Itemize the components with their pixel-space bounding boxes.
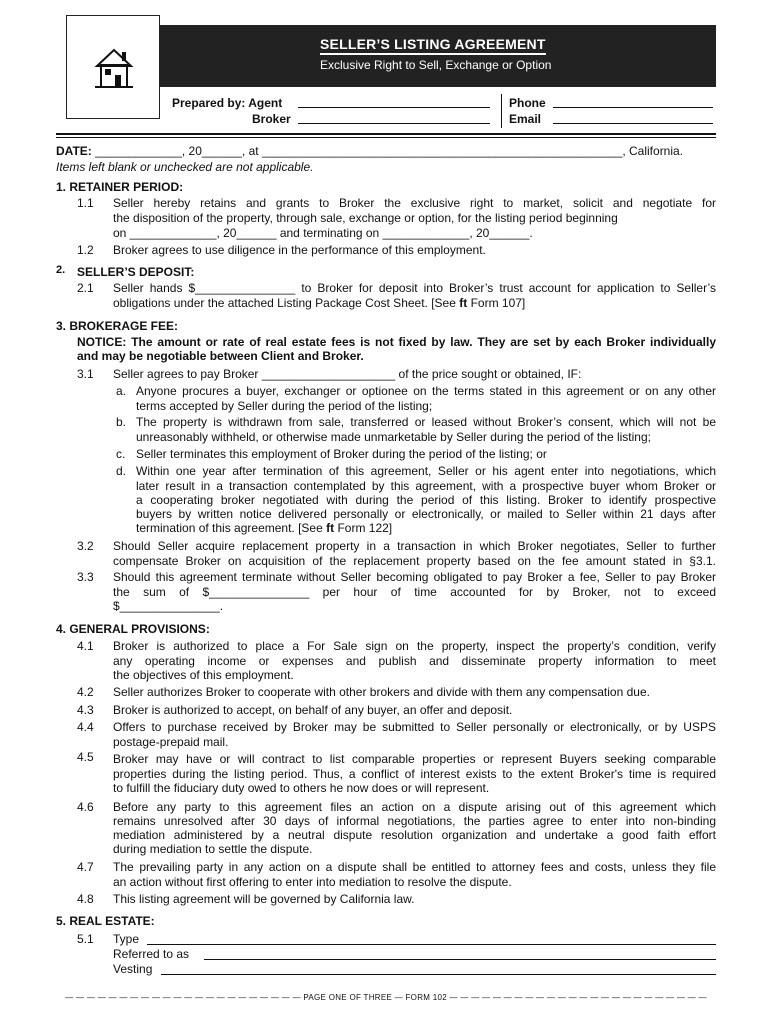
type-label: Type [113, 932, 140, 946]
document-subtitle: Exclusive Right to Sell, Exchange or Option [320, 58, 552, 72]
item-b-line-1: The property is withdrawn from sale, transferred or leased without Broker’s consent, which will not be [136, 415, 716, 429]
para-3-3-line-3[interactable]: $_______________. [113, 599, 224, 613]
para-4-8-text: This listing agreement will be governed by California law. [113, 892, 415, 906]
section-3-heading: 3. BROKERAGE FEE: [56, 319, 179, 333]
para-4-1-line-2: any operating income or expenses and publish and disseminate property information to meet [113, 654, 716, 668]
para-4-6-line-2: remains unresolved after 30 days of informal negotiations, the parties agree to enter into non-binding [113, 814, 716, 828]
email-field[interactable] [553, 123, 713, 124]
header-bar [160, 25, 716, 87]
broker-field[interactable] [298, 123, 490, 124]
agent-field[interactable] [298, 107, 490, 108]
para-4-6-number: 4.6 [77, 800, 94, 814]
section-5-heading: 5. REAL ESTATE: [56, 914, 155, 928]
para-4-6-line-3: mediation administered by a neutral dispute resolution organization and undertake a good faith effort [113, 828, 716, 842]
item-d-text: termination of this agreement. [See [136, 521, 327, 535]
para-4-2-text: Seller authorizes Broker to cooperate with other brokers and divide with them any compensation due. [113, 685, 650, 699]
para-3-1-text[interactable]: Seller agrees to pay Broker ____________________ of the price sought or obtained, IF: [113, 367, 582, 381]
para-4-7-line-1: The prevailing party in any action on a dispute shall be entitled to attorney fees and costs, unless they file [113, 860, 716, 874]
para-4-3-text: Broker is authorized to accept, on behalf of any buyer, an offer and deposit. [113, 703, 513, 717]
section-1-heading: 1. RETAINER PERIOD: [56, 180, 184, 194]
form-ref: Form 107] [467, 296, 526, 310]
para-4-4-number: 4.4 [77, 720, 94, 734]
para-4-4-line-2: postage-prepaid mail. [113, 735, 229, 749]
section-2-number: 2. [56, 264, 66, 276]
para-4-5-number: 4.5 [77, 750, 94, 764]
para-3-3-line-1: Should this agreement terminate without Seller becoming obligated to pay Broker a fee, Seller to pay Broker [113, 570, 716, 584]
para-4-3-number: 4.3 [77, 703, 94, 717]
para-4-7-line-2: an action without first offering to enter into mediation to resolve the dispute. [113, 875, 512, 889]
item-a-line-1: Anyone procures a buyer, exchanger or optionee on the terms stated in this agreement or on any other [136, 384, 716, 398]
item-d-line-5 [136, 521, 392, 536]
ft-mark: ft [459, 296, 468, 310]
notice-line-2: and may be negotiable between Client and Broker. [77, 349, 364, 363]
item-c-text: Seller terminates this employment of Broker during the period of the listing; or [136, 447, 547, 461]
para-2-1-line-1[interactable]: Seller hands $_______________ to Broker for deposit into Broker’s trust account for application to Seller’s [113, 281, 716, 295]
para-4-1-number: 4.1 [77, 639, 94, 653]
para-4-4-line-1: Offers to purchase received by Broker may be submitted to Seller personally or electronically, or by USPS [113, 720, 716, 734]
para-4-6-line-4: during mediation to settle the dispute. [113, 842, 313, 856]
date-fields[interactable]: _____________, 20______, at ______________________________________________________, California. [95, 144, 684, 158]
para-4-1-line-3: the objectives of this employment. [113, 668, 294, 682]
para-4-2-number: 4.2 [77, 685, 94, 699]
para-1-1-number: 1.1 [77, 196, 94, 210]
date-line [56, 144, 683, 159]
para-4-1-line-1: Broker is authorized to place a For Sale sign on the property, inspect the property’s condition, verify [113, 639, 716, 653]
para-5-1-number: 5.1 [77, 932, 94, 946]
ft-mark: ft [326, 521, 335, 535]
para-3-2-number: 3.2 [77, 539, 94, 553]
item-d-line-3: a cooperating broker negotiated with during the period of this listing. Broker to identify prospective [136, 493, 716, 507]
para-3-2-line-1: Should Seller acquire replacement property in a transaction in which Broker negotiates, Seller to further [113, 539, 716, 553]
para-4-5-line-3: to fulfill the fiduciary duty owed to others he now does or will represent. [113, 781, 490, 795]
email-label: Email [509, 112, 542, 126]
para-4-5-line-1: Broker may have or will contract to list comparable properties or represent Buyers seeking comparable [113, 752, 716, 766]
item-d-line-2: later result in a transaction contemplated by this agreement, with a prospective buyer whom Broker or [136, 479, 716, 493]
para-4-5-line-2: properties during the listing period. Thus, a conflict of interest exists to the extent Broker's time is required [113, 767, 716, 781]
broker-label: Broker [252, 112, 291, 126]
blank-items-note: Items left blank or unchecked are not applicable. [56, 160, 314, 174]
item-a-line-2: terms accepted by Seller during the period of the listing; [136, 399, 433, 413]
house-icon [94, 46, 134, 90]
vesting-field[interactable] [161, 974, 716, 975]
phone-label: Phone [509, 96, 546, 110]
header-rule [56, 133, 716, 135]
prepared-by-agent-label: Prepared by: Agent [172, 96, 283, 110]
header-rule-thin [56, 137, 716, 138]
para-2-1-number: 2.1 [77, 281, 94, 295]
para-3-3-line-2[interactable]: the sum of $_______________ per hour of time accounted for by Broker, not to exceed [113, 585, 716, 599]
para-4-6-line-1: Before any party to this agreement files an action on a dispute arising out of this agreement which [113, 800, 716, 814]
document-title: SELLER’S LISTING AGREEMENT [320, 36, 546, 55]
para-1-1-line-1: Seller hereby retains and grants to Broker the exclusive right to market, solicit and negotiate for [113, 196, 716, 210]
para-1-1-line-3[interactable]: on _____________, 20______ and terminating on _____________, 20______. [113, 226, 533, 240]
para-1-1-line-2: the disposition of the property, through sale, exchange or option, for the listing period beginning [113, 211, 618, 225]
date-label: DATE: [56, 144, 92, 158]
para-2-1-text: obligations under the attached Listing Package Cost Sheet. [See [113, 296, 460, 310]
phone-field[interactable] [553, 107, 713, 108]
item-d-line-4: buyers by written notice delivered personally or electronically, or mailed to Seller within 21 days after [136, 507, 716, 521]
para-1-2-text: Broker agrees to use diligence in the performance of this employment. [113, 243, 486, 257]
item-b-label: b. [116, 415, 127, 429]
para-3-1-number: 3.1 [77, 367, 94, 381]
vesting-label: Vesting [113, 962, 153, 976]
referred-to-label: Referred to as [113, 947, 190, 961]
form-ref: Form 122] [334, 521, 393, 535]
para-3-3-number: 3.3 [77, 570, 94, 584]
para-2-1-line-2 [113, 296, 525, 311]
item-b-line-2: unreasonably withheld, or otherwise made unmarketable by Seller during the period of the listing; [136, 430, 651, 444]
item-d-line-1: Within one year after termination of this agreement, Seller or his agent enter into negotiations, which [136, 464, 716, 478]
para-1-2-number: 1.2 [77, 243, 94, 257]
logo-box [66, 15, 160, 119]
para-4-8-number: 4.8 [77, 892, 94, 906]
item-a-label: a. [116, 384, 127, 398]
item-c-label: c. [116, 447, 126, 461]
section-2-heading: SELLER’S DEPOSIT: [77, 265, 195, 279]
section-4-heading: 4. GENERAL PROVISIONS: [56, 622, 210, 636]
notice-line-1: NOTICE: The amount or rate of real estate fees is not fixed by law. They are set by each Broker individually [77, 335, 716, 349]
type-field[interactable] [147, 944, 716, 945]
page-footer: — — — — — — — — — — — — — — — — — — — — — — PAGE ONE OF THREE — FORM 102 — — — — — — — — — — — — — — — — — — — — — — — — [65, 993, 707, 1002]
header-divider [501, 94, 502, 128]
referred-to-field[interactable] [204, 959, 716, 960]
para-3-2-line-2: compensate Broker on acquisition of the replacement property based on the fee amount stated in §3.1. [113, 554, 716, 568]
item-d-label: d. [116, 464, 127, 478]
para-4-7-number: 4.7 [77, 860, 94, 874]
